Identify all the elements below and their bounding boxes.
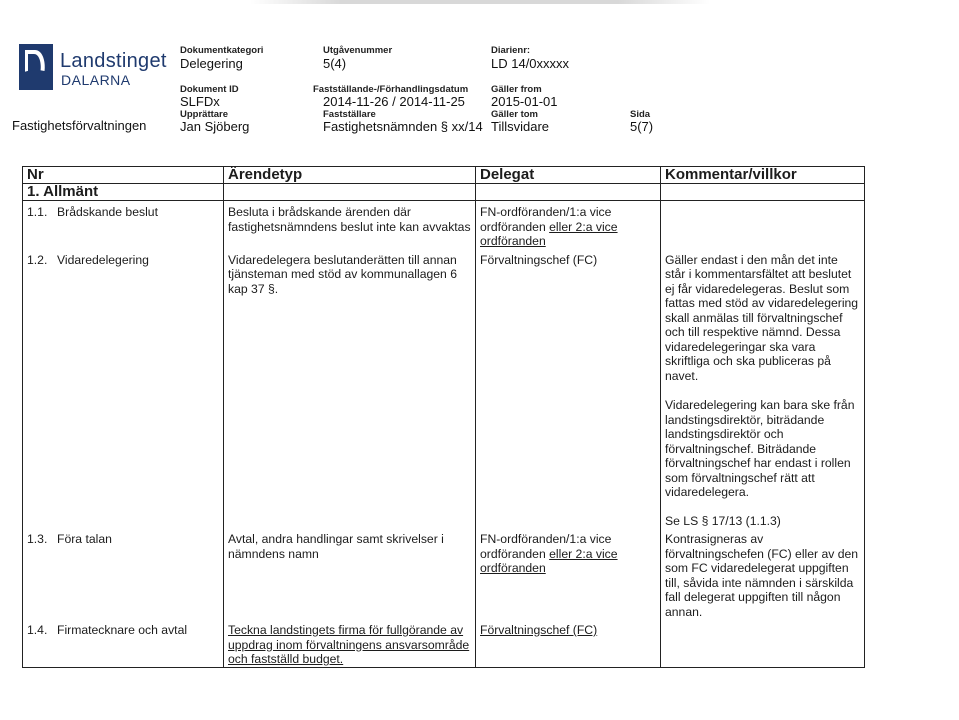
table-row xyxy=(23,249,865,529)
row-comment: Kontrasigneras av förvaltningschefen (FC) eller av den som FC vidaredelegerat uppgiften till, såvida inte nämnden i särskilda fall delegerat uppgiften till någon annan. xyxy=(661,528,865,619)
row-nr-cell xyxy=(23,528,224,619)
row-delegate: Förvaltningschef (FC) xyxy=(476,619,661,667)
org-sub: DALARNA xyxy=(61,72,131,88)
doc-category-label: Dokumentkategori xyxy=(180,45,264,56)
table-header-row xyxy=(23,167,865,184)
delegate-text: FN-ordföranden/1:a vice ordföranden xyxy=(480,205,612,234)
org-name: Landstinget xyxy=(60,50,167,72)
row-number: 1.2. xyxy=(27,252,48,267)
table-row xyxy=(23,619,865,667)
col-header-matter: Ärendetyp xyxy=(224,167,476,184)
valid-to-label: Gäller tom xyxy=(491,109,538,120)
comment-paragraph: Gäller endast i den mån det inte står i kommentarsfältet att beslutet ej får vidaredelegeras. Beslut som fattas med stöd av vidaredelegering skall anmälas till förvaltningschef och till respektive nämnd. Dessa vidaredelegeringar ska vara skriftliga och ska publiceras på navet. xyxy=(665,252,859,383)
valid-from-label: Gäller from xyxy=(491,84,542,95)
table-row xyxy=(23,528,865,619)
row-comment xyxy=(661,201,865,249)
row-delegate xyxy=(476,201,661,249)
row-number: 1.4. xyxy=(27,623,48,637)
approver-value: Fastighetsnämnden § xx/14 xyxy=(323,119,483,134)
valid-to-value: Tillsvidare xyxy=(491,119,550,134)
landstinget-logo-icon xyxy=(19,44,53,90)
delegate-text-underlined: eller 2:a vice ordföranden xyxy=(480,546,618,575)
row-nr-cell xyxy=(23,201,224,249)
col-header-nr: Nr xyxy=(23,167,224,184)
row-comment xyxy=(661,249,865,529)
doc-id-value: SLFDx xyxy=(180,94,220,109)
comment-reference: Se LS § 17/13 (1.1.3) xyxy=(665,513,781,528)
adopt-date-label: Fastställande-/Förhandlingsdatum xyxy=(313,84,469,95)
row-name: Brådskande beslut xyxy=(57,205,158,219)
approver-label: Fastställare xyxy=(323,109,376,120)
scan-top-edge xyxy=(250,0,710,4)
author-label: Upprättare xyxy=(180,109,229,120)
row-comment xyxy=(661,619,865,667)
row-name: Vidaredelegering xyxy=(57,252,149,267)
section-row xyxy=(23,184,865,201)
col-header-comment: Kommentar/villkor xyxy=(661,167,865,184)
reg-number-label: Diarienr: xyxy=(491,45,531,56)
delegate-text: FN-ordföranden/1:a vice ordföranden xyxy=(480,532,612,561)
row-name: Föra talan xyxy=(57,532,112,546)
delegate-text-underlined: eller 2:a vice ordföranden xyxy=(480,219,618,248)
row-delegate: Förvaltningschef (FC) xyxy=(476,249,661,529)
author-value: Jan Sjöberg xyxy=(180,119,250,134)
row-nr-cell xyxy=(23,619,224,667)
delegation-table xyxy=(22,166,865,668)
department-name: Fastighetsförvaltningen xyxy=(12,118,147,133)
valid-from-value: 2015-01-01 xyxy=(491,94,558,109)
col-header-delegate: Delegat xyxy=(476,167,661,184)
row-number: 1.1. xyxy=(27,205,48,219)
row-delegate xyxy=(476,528,661,619)
adopt-date-value: 2014-11-26 / 2014-11-25 xyxy=(323,94,465,109)
version-value: 5(4) xyxy=(323,56,347,71)
row-matter: Avtal, andra handlingar samt skrivelser i nämndens namn xyxy=(224,528,476,619)
version-label: Utgåvenummer xyxy=(323,45,393,56)
row-matter: Teckna landstingets firma för fullgörande av uppdrag inom förvaltningens ansvarsområde och fastställd budget. xyxy=(224,619,476,667)
table-row xyxy=(23,201,865,249)
row-nr-cell xyxy=(23,249,224,529)
page-value: 5(7) xyxy=(630,119,654,134)
doc-category-value: Delegering xyxy=(180,56,243,71)
row-matter: Vidaredelegera beslutanderätten till annan tjänsteman med stöd av kommunallagen 6 kap 37 §. xyxy=(224,249,476,529)
row-number: 1.3. xyxy=(27,532,48,546)
page-label: Sida xyxy=(630,109,651,120)
reg-number-value: LD 14/0xxxxx xyxy=(491,56,570,71)
row-name: Firmatecknare och avtal xyxy=(57,623,188,637)
doc-id-label: Dokument ID xyxy=(180,84,239,95)
row-matter: Besluta i brådskande ärenden där fastighetsnämndens beslut inte kan avvaktas xyxy=(224,201,476,249)
comment-paragraph-2: Vidaredelegering kan bara ske från landstingsdirektör, biträdande landstingsdirektör och förvaltningschef. Biträdande förvaltningschef har endast i rollen som förvaltningschef rätt att vidaredelegera. xyxy=(665,398,855,499)
section-title: 1. Allmänt xyxy=(23,184,224,201)
